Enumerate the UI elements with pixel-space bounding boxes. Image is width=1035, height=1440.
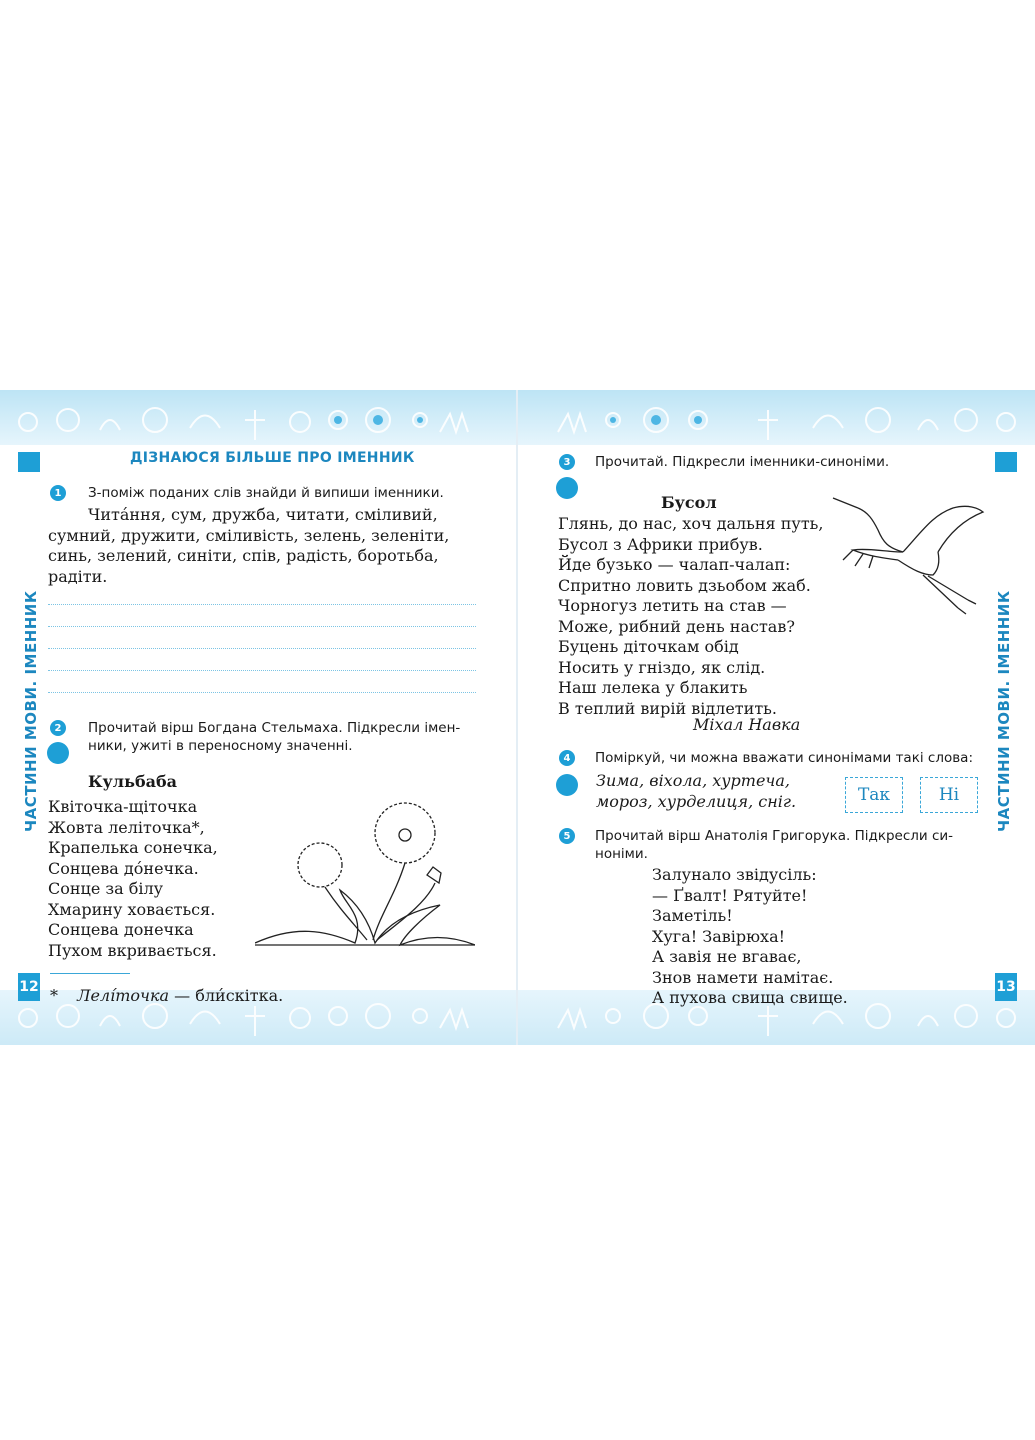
sidebar-strip: [995, 452, 1017, 472]
discussion-hint-icon: [47, 742, 69, 764]
poem-line: Хмарину ховається.: [48, 899, 216, 919]
stork-illustration: [828, 490, 988, 640]
answer-no-box[interactable]: Ні: [920, 777, 978, 813]
poem-line: Носить у гніздо, як слід.: [558, 657, 766, 677]
floral-ornament-icon: [0, 390, 517, 445]
poem-author: Міхал Навка: [693, 715, 801, 734]
word-line: радіти.: [48, 566, 108, 586]
poem-kulbaba: [48, 797, 218, 961]
footnote-rule: [50, 973, 130, 974]
question-hint-icon: [556, 477, 578, 499]
poem-line: Хуга! Завірюха!: [652, 926, 786, 946]
task4-words: Зима, віхола, хуртеча, мороз, хурделиця, сніг.: [596, 771, 797, 811]
word-line: синь, зелений, синіти, спів, радість, боротьба,: [48, 546, 439, 565]
poem-line: Наш лелека у блакить: [558, 678, 748, 697]
footnote: * Лелі́точка — бли́скітка.: [50, 986, 284, 1005]
poem-zametil: [652, 865, 848, 1009]
word-line: сумний, дружити, сміливість, зелень, зеленіти,: [48, 525, 450, 545]
poem-line: Йде бузько — чалап-чалап:: [558, 555, 791, 574]
dandelion-illustration: [255, 795, 475, 955]
poem-line: А пухова свища свище.: [652, 988, 848, 1007]
vertical-section-title: ЧАСТИНИ МОВИ. ІМЕННИК: [22, 590, 40, 832]
poem-line: Пухом вкривається.: [48, 940, 217, 960]
poem-line: Бусол з Африки прибув.: [558, 534, 763, 554]
poem-line: Крапелька сонечка,: [48, 838, 218, 857]
vertical-section-title: ЧАСТИНИ МОВИ. ІМЕННИК: [995, 590, 1013, 832]
poem-title: Бусол: [661, 493, 717, 512]
poem-line: Залунало звідусіль:: [652, 865, 817, 884]
poem-line: Сонце за білу: [48, 879, 164, 898]
task-number-3: 3: [559, 454, 575, 470]
writing-line[interactable]: [48, 648, 476, 649]
page-heading: ДІЗНАЮСЯ БІЛЬШЕ ПРО ІМЕННИК: [130, 450, 415, 466]
poem-line: Буцень діточкам обід: [558, 637, 739, 656]
poem-line: — Ґвалт! Рятуйте!: [652, 885, 808, 905]
word-line: Чита́ння, сум, дружба, читати, сміливий,: [88, 505, 438, 524]
task3-instruction: Прочитай. Підкресли іменники-синоніми.: [595, 454, 890, 470]
poem-line: В теплий вирій відлетить.: [558, 698, 777, 718]
poem-line: Чорногуз летить на став —: [558, 596, 787, 615]
poem-line: Знов намети намітає.: [652, 967, 834, 987]
task-number-1: 1: [50, 485, 66, 501]
task2-instruction: Прочитай вірш Богдана Стельмаха. Підкресли імен- ники, ужиті в переносному значенні.: [88, 720, 461, 754]
page-number: 13: [995, 973, 1017, 1001]
writing-line[interactable]: [48, 692, 476, 693]
writing-line[interactable]: [48, 626, 476, 627]
task1-instruction: З-поміж поданих слів знайди й випиши іменники.: [88, 485, 444, 501]
task-number-5: 5: [559, 828, 575, 844]
poem-busol: [558, 514, 823, 719]
poem-title: Кульбаба: [88, 772, 178, 791]
page-number: 12: [18, 973, 40, 1001]
writing-line[interactable]: [48, 670, 476, 671]
poem-line: Заметіль!: [652, 906, 733, 925]
poem-line: А завія не вгаває,: [652, 947, 802, 966]
task1-word-list: [48, 505, 478, 587]
answer-yes-box[interactable]: Так: [845, 777, 903, 813]
task5-instruction: Прочитай вірш Анатолія Григорука. Підкресли си- ноніми.: [595, 828, 954, 862]
floral-ornament-icon: [518, 390, 1035, 445]
page-13: [518, 390, 1035, 1045]
poem-line: Глянь, до нас, хоч дальня путь,: [558, 514, 824, 533]
textbook-spread: [0, 390, 1035, 1045]
poem-line: Квіточка-щіточка: [48, 797, 198, 816]
task-number-2: 2: [50, 720, 66, 736]
writing-line[interactable]: [48, 604, 476, 605]
think-hint-icon: [556, 774, 578, 796]
poem-line: Жовта леліточка*,: [48, 817, 205, 837]
task4-instruction: Поміркуй, чи можна вважати синонімами такі слова:: [595, 750, 973, 766]
poem-line: Сонцева донечка: [48, 920, 194, 939]
poem-line: Спритно ловить дзьобом жаб.: [558, 575, 811, 595]
sidebar-strip: [18, 452, 40, 472]
poem-line: Може, рибний день настав?: [558, 616, 795, 636]
poem-line: Сонцева до́нечка.: [48, 858, 199, 878]
page-12: [0, 390, 517, 1045]
task-number-4: 4: [559, 750, 575, 766]
